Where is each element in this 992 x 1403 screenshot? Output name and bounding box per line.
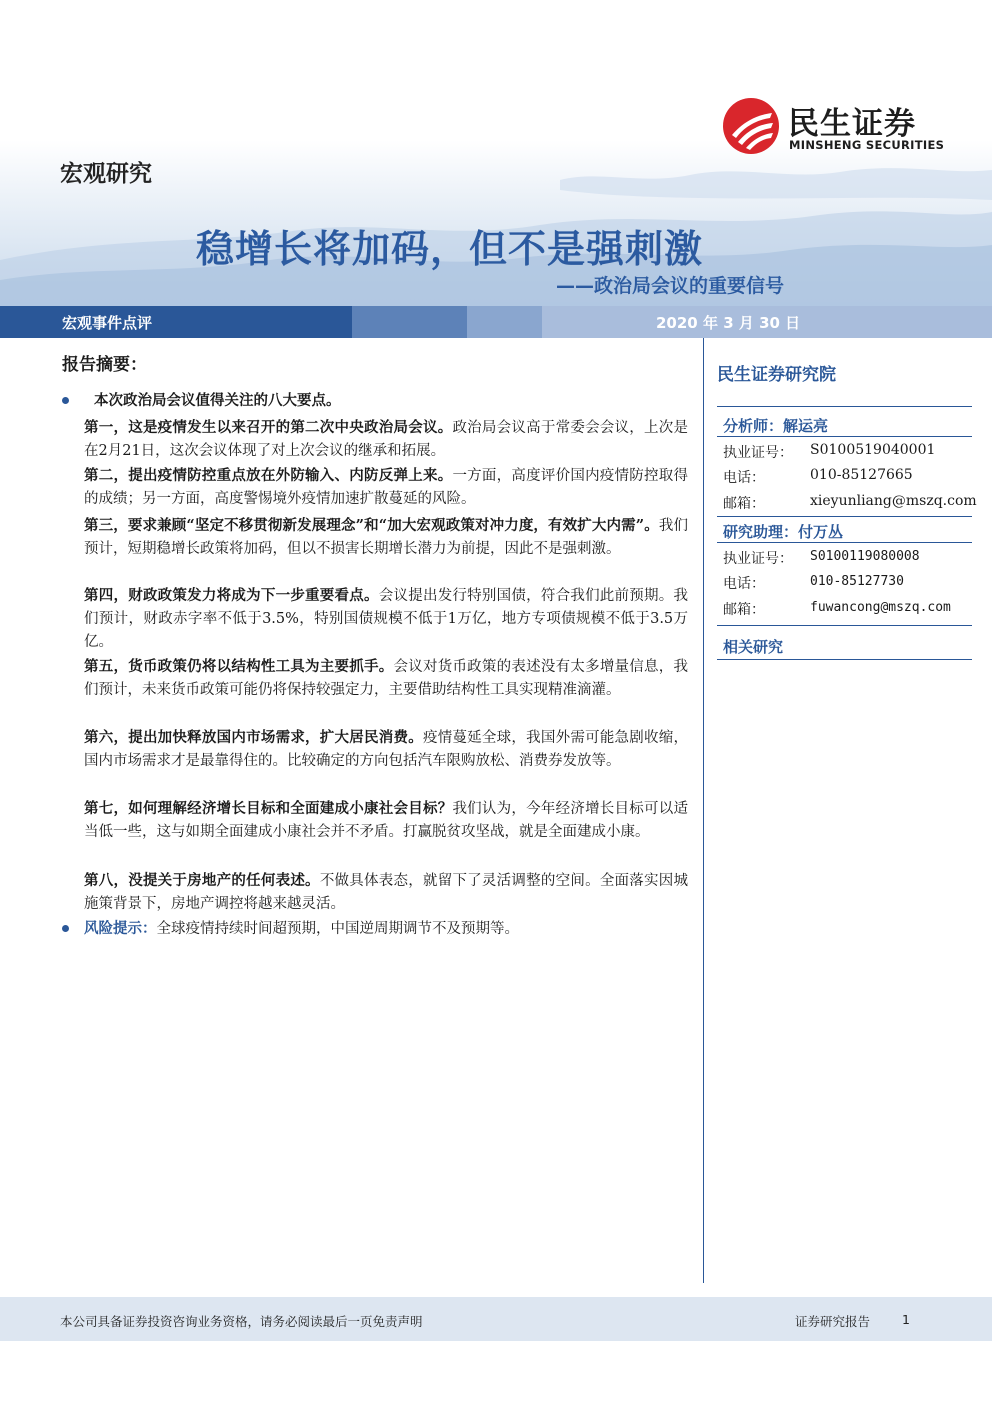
analyst-license-value: S0100519040001 [810,442,936,458]
point-text: 一方面，高度评价国内疫情防控取得的成绩；另一方面，高度警惕境外疫情加速扩散蔓延的风险。 [84,468,688,507]
point-text: 政治局会议高于常委会会议，上次是在2月21日，这次会议体现了对上次会议的继承和拓展。 [84,420,688,459]
minsheng-logo-icon [722,97,780,155]
point-bold: 第四，财政政策发力将成为下一步重要看点。 [84,587,379,604]
point-bold: 第七，如何理解经济增长目标和全面建成小康社会目标？ [84,800,453,817]
risk-warning [84,917,688,941]
analyst-label: 分析师：解运亮 [723,417,829,435]
company-logo [722,97,962,157]
summary-point [84,514,688,561]
report-type: 宏观事件点评 [62,314,153,332]
point-bold: 第八，没提关于房地产的任何表述。 [84,872,320,889]
point-bold: 第一，这是疫情发生以来召开的第二次中央政治局会议。 [84,419,453,436]
institute-name: 民生证券研究院 [717,365,836,385]
analyst-email-link[interactable]: xieyunliang@mszq.com [810,493,977,509]
assistant-email-link[interactable]: fuwancong@mszq.com [810,600,951,615]
sidebar-rule [717,436,972,437]
info-bar-segment [467,306,542,338]
sidebar-rule [717,625,972,626]
related-research-heading: 相关研究 [723,638,784,656]
summary-heading: 报告摘要： [62,355,147,375]
logo-text-en: MINSHENG SECURITIES [789,138,945,152]
assistant-license-value: S0100119080008 [810,549,920,564]
analyst-phone-value: 010-85127665 [810,467,913,483]
analyst-phone-key: 电话： [723,470,765,486]
footer-doc-type: 证券研究报告 [795,1314,871,1329]
summary-point [84,655,688,702]
report-category: 宏观研究 [60,161,152,187]
report-date: 2020 年 3 月 30 日 [656,314,801,332]
bullet-icon [62,397,69,404]
summary-point [84,584,688,654]
analyst-email-key: 邮箱： [723,496,765,512]
point-text: 会议提出发行特别国债，符合我们此前预期。我们预计，财政赤字率不低于3.5%，特别国债规模不低于1万亿，地方专项债规模不低于3.5万亿。 [84,588,688,650]
sidebar-rule [717,659,972,660]
point-text: 不做具体表态，就留下了灵活调整的空间。全面落实因城施策背景下，房地产调控将越来越灵活。 [84,873,689,912]
sidebar-rule [717,406,972,407]
summary-point [84,797,688,844]
footer-disclaimer: 本公司具备证券投资咨询业务资格，请务必阅读最后一页免责声明 [60,1314,423,1329]
point-bold: 第六，提出加快释放国内市场需求，扩大居民消费。 [84,729,423,746]
point-text: 我们预计，短期稳增长政策将加码，但以不损害长期增长潜力为前提，因此不是强刺激。 [84,518,689,557]
bullet-icon [62,925,69,932]
report-subtitle: ——政治局会议的重要信号 [556,275,785,297]
point-text: 疫情蔓延全球，我国外需可能急剧收缩，国内市场需求才是最靠得住的。比较确定的方向包括汽车限购放松、消费券发放等。 [84,730,689,769]
info-bar-segment [0,306,352,338]
summary-point [84,416,688,463]
analyst-license-key: 执业证号： [723,445,793,461]
page-number: 1 [902,1312,910,1327]
assistant-label: 研究助理：付万丛 [723,523,844,541]
summary-point [84,464,688,511]
summary-point [84,726,688,773]
sidebar-rule [717,542,972,543]
column-divider [703,338,704,1283]
point-bold: 第三，要求兼顾“坚定不移贯彻新发展理念”和“加大宏观政策对冲力度，有效扩大内需”。 [84,517,659,534]
assistant-email-key: 邮箱： [723,602,765,618]
assistant-license-key: 执业证号： [723,551,793,567]
info-bar-segment [352,306,467,338]
assistant-phone-key: 电话： [723,576,765,592]
point-bold: 第五，货币政策仍将以结构性工具为主要抓手。 [84,658,394,675]
point-bold: 第二，提出疫情防控重点放在外防输入、内防反弹上来。 [84,467,453,484]
risk-label: 风险提示： [84,920,157,937]
sidebar-rule [717,516,972,517]
point-text: 会议对货币政策的表述没有太多增量信息，我们预计，未来货币政策可能仍将保持较强定力，主要借助结构性工具实现精准滴灌。 [84,659,689,698]
risk-text: 全球疫情持续时间超预期，中国逆周期调节不及预期等。 [156,921,519,937]
point-text: 我们认为，今年经济增长目标可以适当低一些，这与如期全面建成小康社会并不矛盾。打赢脱贫攻坚战，就是全面建成小康。 [84,801,688,840]
logo-text-cn: 民生证券 [788,106,916,142]
assistant-phone-value: 010-85127730 [810,574,904,589]
summary-point [84,869,688,916]
report-title: 稳增长将加码，但不是强刺激 [196,227,704,271]
summary-lead: 本次政治局会议值得关注的八大要点。 [94,392,341,409]
